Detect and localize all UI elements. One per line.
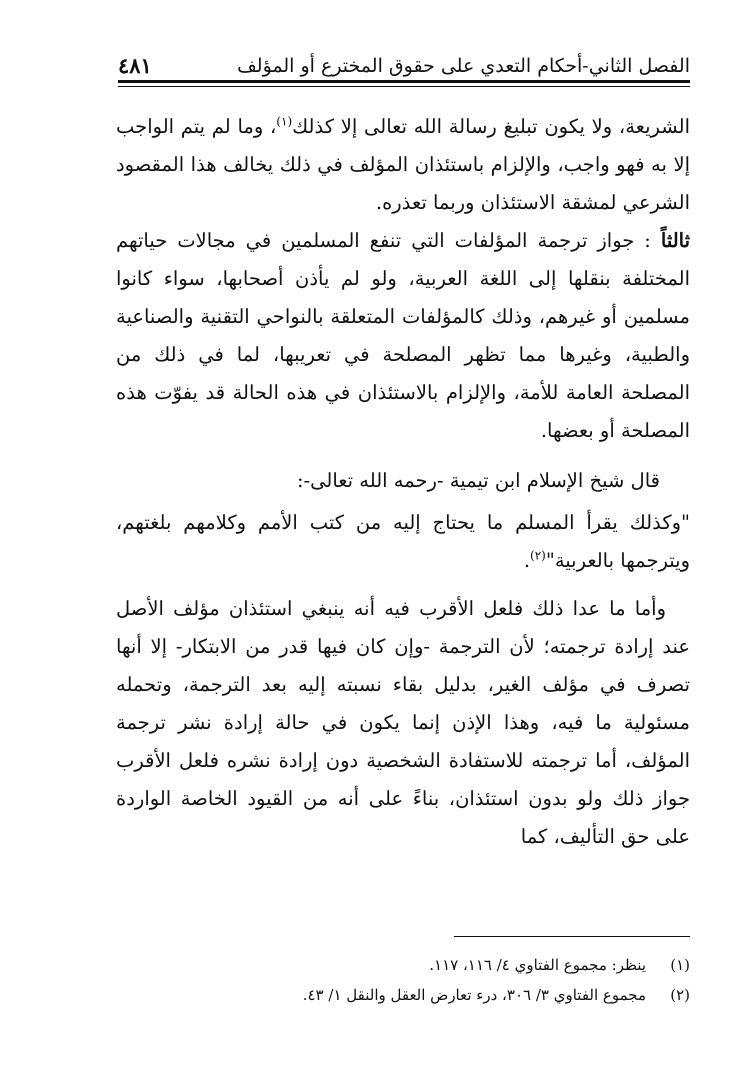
quote: "وكذلك يقرأ المسلم ما يحتاج إليه من كتب الأمم وكلامهم بلغتهم، ويترجمها بالعربية"$^{(٢)}$.	[116, 511, 690, 572]
footnote-ref-2: (٢)	[530, 548, 546, 563]
footnote-rule	[454, 936, 690, 937]
footnote-ref-1: (١)	[276, 114, 293, 129]
body-text	[116, 108, 690, 856]
footnote-text: ينظر: مجموع الفتاوي ٤/ ١١٦، ١١٧.	[429, 956, 646, 974]
page-header	[118, 34, 690, 78]
paragraph-2-text: : جواز ترجمة المؤلفات التي تنفع المسلمين في مجالات حياتهم المختلفة بنقلها إلى اللغة العربية، ولو لم يأذن أصحابها، سواء كانوا مسلمين أو غيرهم، وذلك كالمؤلفات المتعلقة بالنواحي التقنية والصناعية والطبية، وغيرها مما تظهر المصلحة في تعريبها، لما في ذلك من المصلحة العامة للأمة، والإلزام بالاستئذان في هذه الحالة قد يفوّت هذه المصلحة أو بعضها.	[116, 229, 690, 442]
header-rule-thin	[118, 86, 690, 87]
paragraph-1-rest: ، وما لم يتم الواجب إلا به فهو واجب، والإلزام باستئذان المؤلف في ذلك يخالف هذا المقصود الشرعي لمشقة الاستئذان وربما تعذره.	[116, 115, 690, 214]
footnote-1	[116, 950, 690, 980]
quote-text: "وكذلك يقرأ المسلم ما يحتاج إليه من كتب الأمم وكلامهم بلغتهم، ويترجمها بالعربية"	[116, 511, 690, 572]
paragraph-1	[116, 108, 690, 222]
paragraph-1-text: الشريعة، ولا يكون تبليغ رسالة الله تعالى إلا كذلك	[292, 115, 691, 138]
footnote-number: (١)	[670, 956, 690, 974]
paragraph-2	[116, 222, 690, 450]
page-number: ٤٨١	[118, 53, 152, 78]
footnote-number: (٢)	[670, 986, 690, 1004]
footnote-2	[116, 980, 690, 1010]
paragraph-4: وأما ما عدا ذلك فلعل الأقرب فيه أنه ينبغي استئذان مؤلف الأصل عند إرادة ترجمته؛ لأن الترجمة -وإن كان فيها قدر من الابتكار- إلا أنها تصرف في مؤلف الغير، بدليل بقاء نسبته إليه بعد الترجمة، وتحمله مسئولية ما فيه، وهذا الإذن إنما يكون في حالة إرادة نشر ترجمة المؤلف، أما ترجمته للاستفادة الشخصية دون إرادة نشره فلعل الأقرب جواز ذلك ولو بدون استئذان، بناءً على أنه من القيود الخاصة الواردة على حق التأليف، كما	[116, 597, 690, 848]
quote-intro: قال شيخ الإسلام ابن تيمية -رحمه الله تعالى-:	[296, 469, 660, 492]
chapter-title: الفصل الثاني-أحكام التعدي على حقوق المخترع أو المؤلف	[237, 55, 690, 78]
footnote-text: مجموع الفتاوي ٣/ ٣٠٦، درء تعارض العقل والنقل ١/ ٤٣.	[302, 986, 646, 1004]
footnotes	[116, 950, 690, 1010]
header-rule-thick	[118, 80, 690, 83]
paragraph-2-lead: ثالثاً	[660, 229, 691, 252]
